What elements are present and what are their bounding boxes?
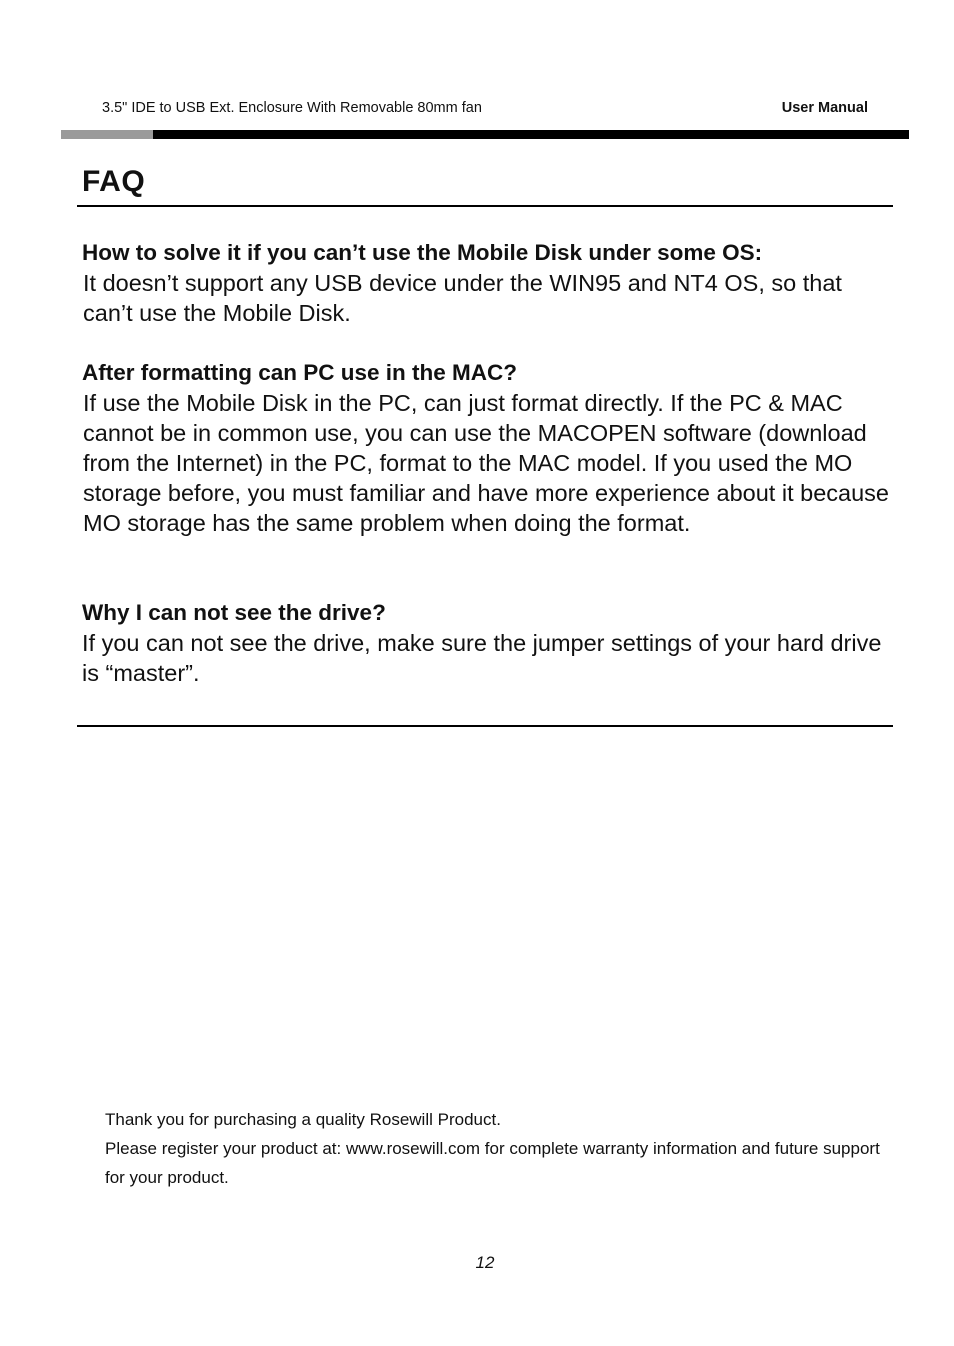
faq-item xyxy=(82,358,892,538)
document-type: User Manual xyxy=(781,100,868,116)
faq-answer: If use the Mobile Disk in the PC, can just format directly. If the PC & MAC cannot be in common use, you can use the MACOPEN software (download from the Internet) in the PC, format to the MAC model. If you used the MO storage before, you must familiar and have more experience about it because MO storage has the same problem when doing the format. xyxy=(83,390,889,536)
faq-question: Why I can not see the drive? xyxy=(82,600,386,625)
faq-answer: It doesn’t support any USB device under the WIN95 and NT4 OS, so that can’t use the Mobile Disk. xyxy=(83,270,842,326)
product-title: 3.5" IDE to USB Ext. Enclosure With Removable 80mm fan xyxy=(102,100,482,116)
faq-answer: If you can not see the drive, make sure the jumper settings of your hard drive is “master”. xyxy=(82,630,882,686)
section-bottom-rule xyxy=(77,725,893,727)
register-text: Please register your product at: www.rosewill.com for complete warranty information and future support for your product. xyxy=(105,1139,880,1187)
faq-question: After formatting can PC use in the MAC? xyxy=(82,360,518,385)
faq-question: How to solve it if you can’t use the Mobile Disk under some OS: xyxy=(82,240,763,265)
section-top-rule xyxy=(77,205,893,207)
header-divider-bar xyxy=(61,130,909,139)
registration-note xyxy=(105,1105,895,1192)
header-divider-accent xyxy=(61,130,153,139)
section-title: FAQ xyxy=(82,165,146,198)
page-number: 12 xyxy=(475,1253,495,1272)
faq-item xyxy=(82,598,892,688)
faq-item xyxy=(82,238,892,328)
thank-you-text: Thank you for purchasing a quality Rosewill Product. xyxy=(105,1110,501,1129)
